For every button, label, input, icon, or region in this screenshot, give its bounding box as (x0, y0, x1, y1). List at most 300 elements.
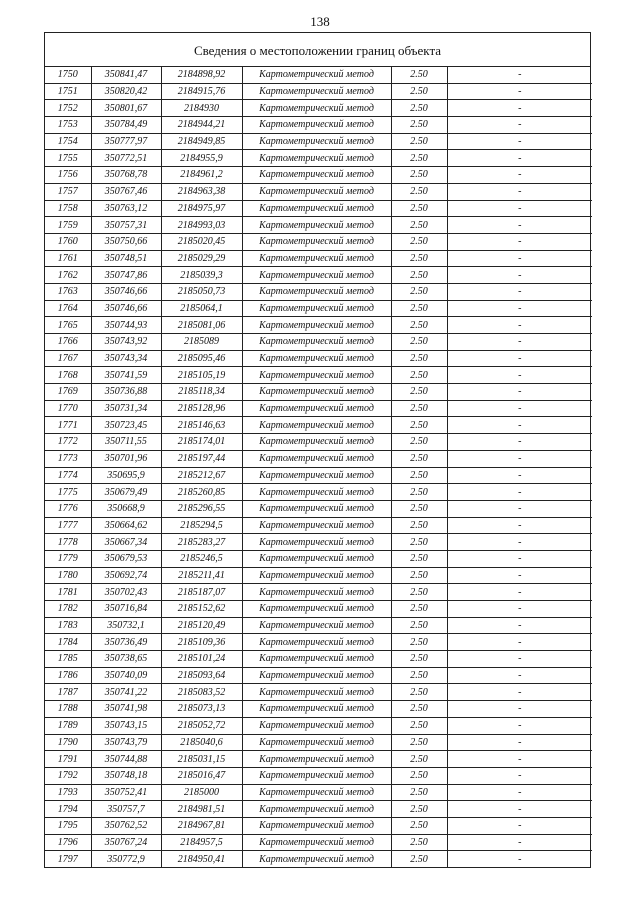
accuracy-cell: 2.50 (391, 183, 447, 200)
method-cell: Картометрический метод (242, 834, 391, 851)
description-cell: - (447, 350, 592, 367)
point-number-cell: 1763 (45, 283, 91, 300)
x-coordinate-cell: 350820,42 (91, 83, 161, 100)
method-cell: Картометрический метод (242, 100, 391, 117)
method-cell: Картометрический метод (242, 817, 391, 834)
accuracy-cell: 2.50 (391, 167, 447, 184)
point-number-cell: 1794 (45, 801, 91, 818)
table-row (45, 467, 592, 484)
y-coordinate-cell: 2185020,45 (161, 233, 242, 250)
description-cell: - (447, 701, 592, 718)
accuracy-cell: 2.50 (391, 701, 447, 718)
boundary-table-frame (44, 32, 591, 868)
description-cell: - (447, 467, 592, 484)
y-coordinate-cell: 2185283,27 (161, 534, 242, 551)
table-row (45, 400, 592, 417)
point-number-cell: 1761 (45, 250, 91, 267)
x-coordinate-cell: 350777,97 (91, 133, 161, 150)
x-coordinate-cell: 350743,79 (91, 734, 161, 751)
accuracy-cell: 2.50 (391, 817, 447, 834)
table-row (45, 701, 592, 718)
y-coordinate-cell: 2185093,64 (161, 667, 242, 684)
y-coordinate-cell: 2185128,96 (161, 400, 242, 417)
method-cell: Картометрический метод (242, 684, 391, 701)
accuracy-cell: 2.50 (391, 133, 447, 150)
table-row (45, 167, 592, 184)
point-number-cell: 1760 (45, 233, 91, 250)
table-row (45, 150, 592, 167)
x-coordinate-cell: 350731,34 (91, 400, 161, 417)
point-number-cell: 1781 (45, 584, 91, 601)
x-coordinate-cell: 350768,78 (91, 167, 161, 184)
x-coordinate-cell: 350748,51 (91, 250, 161, 267)
y-coordinate-cell: 2184975,97 (161, 200, 242, 217)
table-row (45, 634, 592, 651)
x-coordinate-cell: 350732,1 (91, 617, 161, 634)
x-coordinate-cell: 350741,98 (91, 701, 161, 718)
table-row (45, 817, 592, 834)
accuracy-cell: 2.50 (391, 767, 447, 784)
table-row (45, 133, 592, 150)
point-number-cell: 1778 (45, 534, 91, 551)
table-row (45, 534, 592, 551)
table-row (45, 334, 592, 351)
y-coordinate-cell: 2184967,81 (161, 817, 242, 834)
table-row (45, 801, 592, 818)
y-coordinate-cell: 2185095,46 (161, 350, 242, 367)
accuracy-cell: 2.50 (391, 233, 447, 250)
table-row (45, 851, 592, 867)
method-cell: Картометрический метод (242, 784, 391, 801)
y-coordinate-cell: 2185000 (161, 784, 242, 801)
method-cell: Картометрический метод (242, 550, 391, 567)
page-number: 138 (310, 14, 330, 29)
description-cell: - (447, 534, 592, 551)
point-number-cell: 1758 (45, 200, 91, 217)
x-coordinate-cell: 350784,49 (91, 117, 161, 134)
method-cell: Картометрический метод (242, 450, 391, 467)
description-cell: - (447, 133, 592, 150)
table-row (45, 183, 592, 200)
accuracy-cell: 2.50 (391, 517, 447, 534)
y-coordinate-cell: 2184955,9 (161, 150, 242, 167)
table-row (45, 434, 592, 451)
y-coordinate-cell: 2184981,51 (161, 801, 242, 818)
accuracy-cell: 2.50 (391, 417, 447, 434)
point-number-cell: 1783 (45, 617, 91, 634)
table-row (45, 233, 592, 250)
method-cell: Картометрический метод (242, 283, 391, 300)
y-coordinate-cell: 2185296,55 (161, 500, 242, 517)
description-cell: - (447, 801, 592, 818)
accuracy-cell: 2.50 (391, 584, 447, 601)
x-coordinate-cell: 350841,47 (91, 67, 161, 83)
table-row (45, 384, 592, 401)
table-row (45, 667, 592, 684)
method-cell: Картометрический метод (242, 350, 391, 367)
x-coordinate-cell: 350744,88 (91, 751, 161, 768)
x-coordinate-cell: 350723,45 (91, 417, 161, 434)
x-coordinate-cell: 350679,53 (91, 550, 161, 567)
description-cell: - (447, 117, 592, 134)
accuracy-cell: 2.50 (391, 734, 447, 751)
point-number-cell: 1770 (45, 400, 91, 417)
point-number-cell: 1769 (45, 384, 91, 401)
accuracy-cell: 2.50 (391, 350, 447, 367)
accuracy-cell: 2.50 (391, 100, 447, 117)
method-cell: Картометрический метод (242, 150, 391, 167)
method-cell: Картометрический метод (242, 384, 391, 401)
x-coordinate-cell: 350701,96 (91, 450, 161, 467)
description-cell: - (447, 67, 592, 83)
x-coordinate-cell: 350743,92 (91, 334, 161, 351)
x-coordinate-cell: 350757,31 (91, 217, 161, 234)
table-row (45, 567, 592, 584)
table-row (45, 767, 592, 784)
point-number-cell: 1762 (45, 267, 91, 284)
point-number-cell: 1796 (45, 834, 91, 851)
y-coordinate-cell: 2185105,19 (161, 367, 242, 384)
description-cell: - (447, 517, 592, 534)
table-row (45, 684, 592, 701)
point-number-cell: 1776 (45, 500, 91, 517)
point-number-cell: 1774 (45, 467, 91, 484)
y-coordinate-cell: 2185073,13 (161, 701, 242, 718)
x-coordinate-cell: 350746,66 (91, 283, 161, 300)
description-cell: - (447, 183, 592, 200)
method-cell: Картометрический метод (242, 267, 391, 284)
table-row (45, 450, 592, 467)
table-row (45, 67, 592, 83)
accuracy-cell: 2.50 (391, 484, 447, 501)
description-cell: - (447, 851, 592, 867)
method-cell: Картометрический метод (242, 117, 391, 134)
y-coordinate-cell: 2184898,92 (161, 67, 242, 83)
boundary-coordinates-table (45, 67, 592, 867)
method-cell: Картометрический метод (242, 400, 391, 417)
description-cell: - (447, 384, 592, 401)
table-row (45, 83, 592, 100)
accuracy-cell: 2.50 (391, 717, 447, 734)
y-coordinate-cell: 2185064,1 (161, 300, 242, 317)
description-cell: - (447, 667, 592, 684)
accuracy-cell: 2.50 (391, 684, 447, 701)
accuracy-cell: 2.50 (391, 150, 447, 167)
x-coordinate-cell: 350741,22 (91, 684, 161, 701)
description-cell: - (447, 233, 592, 250)
accuracy-cell: 2.50 (391, 117, 447, 134)
x-coordinate-cell: 350743,34 (91, 350, 161, 367)
x-coordinate-cell: 350711,55 (91, 434, 161, 451)
x-coordinate-cell: 350746,66 (91, 300, 161, 317)
accuracy-cell: 2.50 (391, 367, 447, 384)
table-row (45, 283, 592, 300)
point-number-cell: 1797 (45, 851, 91, 867)
table-row (45, 717, 592, 734)
point-number-cell: 1773 (45, 450, 91, 467)
x-coordinate-cell: 350752,41 (91, 784, 161, 801)
table-row (45, 517, 592, 534)
y-coordinate-cell: 2184961,2 (161, 167, 242, 184)
description-cell: - (447, 584, 592, 601)
point-number-cell: 1755 (45, 150, 91, 167)
x-coordinate-cell: 350679,49 (91, 484, 161, 501)
table-row (45, 350, 592, 367)
x-coordinate-cell: 350667,34 (91, 534, 161, 551)
point-number-cell: 1780 (45, 567, 91, 584)
x-coordinate-cell: 350767,24 (91, 834, 161, 851)
accuracy-cell: 2.50 (391, 651, 447, 668)
point-number-cell: 1764 (45, 300, 91, 317)
x-coordinate-cell: 350762,52 (91, 817, 161, 834)
point-number-cell: 1751 (45, 83, 91, 100)
table-row (45, 300, 592, 317)
y-coordinate-cell: 2185120,49 (161, 617, 242, 634)
method-cell: Картометрический метод (242, 183, 391, 200)
accuracy-cell: 2.50 (391, 300, 447, 317)
method-cell: Картометрический метод (242, 851, 391, 867)
point-number-cell: 1785 (45, 651, 91, 668)
table-row (45, 117, 592, 134)
method-cell: Картометрический метод (242, 83, 391, 100)
method-cell: Картометрический метод (242, 500, 391, 517)
accuracy-cell: 2.50 (391, 450, 447, 467)
description-cell: - (447, 250, 592, 267)
y-coordinate-cell: 2184944,21 (161, 117, 242, 134)
method-cell: Картометрический метод (242, 534, 391, 551)
description-cell: - (447, 283, 592, 300)
y-coordinate-cell: 2185260,85 (161, 484, 242, 501)
method-cell: Картометрический метод (242, 767, 391, 784)
description-cell: - (447, 651, 592, 668)
y-coordinate-cell: 2185039,3 (161, 267, 242, 284)
table-row (45, 651, 592, 668)
y-coordinate-cell: 2185146,63 (161, 417, 242, 434)
accuracy-cell: 2.50 (391, 217, 447, 234)
accuracy-cell: 2.50 (391, 200, 447, 217)
method-cell: Картометрический метод (242, 517, 391, 534)
description-cell: - (447, 717, 592, 734)
point-number-cell: 1790 (45, 734, 91, 751)
description-cell: - (447, 434, 592, 451)
y-coordinate-cell: 2184957,5 (161, 834, 242, 851)
description-cell: - (447, 100, 592, 117)
description-cell: - (447, 784, 592, 801)
accuracy-cell: 2.50 (391, 667, 447, 684)
accuracy-cell: 2.50 (391, 784, 447, 801)
accuracy-cell: 2.50 (391, 634, 447, 651)
table-row (45, 267, 592, 284)
point-number-cell: 1795 (45, 817, 91, 834)
x-coordinate-cell: 350744,93 (91, 317, 161, 334)
accuracy-cell: 2.50 (391, 267, 447, 284)
table-row (45, 367, 592, 384)
description-cell: - (447, 300, 592, 317)
point-number-cell: 1782 (45, 601, 91, 618)
table-row (45, 317, 592, 334)
method-cell: Картометрический метод (242, 667, 391, 684)
method-cell: Картометрический метод (242, 167, 391, 184)
method-cell: Картометрический метод (242, 801, 391, 818)
description-cell: - (447, 684, 592, 701)
method-cell: Картометрический метод (242, 334, 391, 351)
accuracy-cell: 2.50 (391, 601, 447, 618)
point-number-cell: 1788 (45, 701, 91, 718)
y-coordinate-cell: 2185109,36 (161, 634, 242, 651)
accuracy-cell: 2.50 (391, 467, 447, 484)
method-cell: Картометрический метод (242, 617, 391, 634)
accuracy-cell: 2.50 (391, 434, 447, 451)
point-number-cell: 1786 (45, 667, 91, 684)
point-number-cell: 1757 (45, 183, 91, 200)
point-number-cell: 1791 (45, 751, 91, 768)
method-cell: Картометрический метод (242, 417, 391, 434)
x-coordinate-cell: 350747,86 (91, 267, 161, 284)
description-cell: - (447, 500, 592, 517)
x-coordinate-cell: 350750,66 (91, 233, 161, 250)
table-row (45, 584, 592, 601)
accuracy-cell: 2.50 (391, 801, 447, 818)
method-cell: Картометрический метод (242, 317, 391, 334)
y-coordinate-cell: 2185081,06 (161, 317, 242, 334)
accuracy-cell: 2.50 (391, 851, 447, 867)
description-cell: - (447, 567, 592, 584)
y-coordinate-cell: 2184915,76 (161, 83, 242, 100)
accuracy-cell: 2.50 (391, 317, 447, 334)
description-cell: - (447, 317, 592, 334)
y-coordinate-cell: 2185016,47 (161, 767, 242, 784)
table-row (45, 751, 592, 768)
table-row (45, 734, 592, 751)
description-cell: - (447, 400, 592, 417)
description-cell: - (447, 817, 592, 834)
description-cell: - (447, 267, 592, 284)
method-cell: Картометрический метод (242, 67, 391, 83)
accuracy-cell: 2.50 (391, 534, 447, 551)
x-coordinate-cell: 350736,49 (91, 634, 161, 651)
y-coordinate-cell: 2185246,5 (161, 550, 242, 567)
description-cell: - (447, 200, 592, 217)
y-coordinate-cell: 2185211,41 (161, 567, 242, 584)
point-number-cell: 1771 (45, 417, 91, 434)
y-coordinate-cell: 2185083,52 (161, 684, 242, 701)
y-coordinate-cell: 2185174,01 (161, 434, 242, 451)
point-number-cell: 1759 (45, 217, 91, 234)
point-number-cell: 1775 (45, 484, 91, 501)
accuracy-cell: 2.50 (391, 67, 447, 83)
y-coordinate-cell: 2185118,34 (161, 384, 242, 401)
table-row (45, 834, 592, 851)
point-number-cell: 1765 (45, 317, 91, 334)
description-cell: - (447, 617, 592, 634)
x-coordinate-cell: 350741,59 (91, 367, 161, 384)
y-coordinate-cell: 2185294,5 (161, 517, 242, 534)
x-coordinate-cell: 350664,62 (91, 517, 161, 534)
x-coordinate-cell: 350763,12 (91, 200, 161, 217)
accuracy-cell: 2.50 (391, 567, 447, 584)
description-cell: - (447, 601, 592, 618)
method-cell: Картометрический метод (242, 634, 391, 651)
point-number-cell: 1754 (45, 133, 91, 150)
method-cell: Картометрический метод (242, 133, 391, 150)
accuracy-cell: 2.50 (391, 334, 447, 351)
x-coordinate-cell: 350702,43 (91, 584, 161, 601)
y-coordinate-cell: 2185050,73 (161, 283, 242, 300)
description-cell: - (447, 450, 592, 467)
accuracy-cell: 2.50 (391, 83, 447, 100)
table-title: Сведения о местоположении границ объекта (45, 33, 590, 67)
description-cell: - (447, 83, 592, 100)
accuracy-cell: 2.50 (391, 400, 447, 417)
y-coordinate-cell: 2185052,72 (161, 717, 242, 734)
accuracy-cell: 2.50 (391, 617, 447, 634)
method-cell: Картометрический метод (242, 701, 391, 718)
x-coordinate-cell: 350743,15 (91, 717, 161, 734)
accuracy-cell: 2.50 (391, 834, 447, 851)
point-number-cell: 1750 (45, 67, 91, 83)
x-coordinate-cell: 350757,7 (91, 801, 161, 818)
description-cell: - (447, 634, 592, 651)
point-number-cell: 1777 (45, 517, 91, 534)
point-number-cell: 1766 (45, 334, 91, 351)
point-number-cell: 1787 (45, 684, 91, 701)
method-cell: Картометрический метод (242, 233, 391, 250)
point-number-cell: 1756 (45, 167, 91, 184)
description-cell: - (447, 367, 592, 384)
y-coordinate-cell: 2184949,85 (161, 133, 242, 150)
table-row (45, 250, 592, 267)
x-coordinate-cell: 350692,74 (91, 567, 161, 584)
table-row (45, 484, 592, 501)
point-number-cell: 1779 (45, 550, 91, 567)
point-number-cell: 1784 (45, 634, 91, 651)
method-cell: Картометрический метод (242, 434, 391, 451)
method-cell: Картометрический метод (242, 467, 391, 484)
accuracy-cell: 2.50 (391, 250, 447, 267)
description-cell: - (447, 550, 592, 567)
x-coordinate-cell: 350748,18 (91, 767, 161, 784)
table-row (45, 784, 592, 801)
x-coordinate-cell: 350716,84 (91, 601, 161, 618)
x-coordinate-cell: 350738,65 (91, 651, 161, 668)
table-row (45, 617, 592, 634)
table-row (45, 200, 592, 217)
description-cell: - (447, 417, 592, 434)
point-number-cell: 1789 (45, 717, 91, 734)
table-row (45, 100, 592, 117)
x-coordinate-cell: 350772,9 (91, 851, 161, 867)
x-coordinate-cell: 350695,9 (91, 467, 161, 484)
y-coordinate-cell: 2185040,6 (161, 734, 242, 751)
method-cell: Картометрический метод (242, 200, 391, 217)
description-cell: - (447, 334, 592, 351)
method-cell: Картометрический метод (242, 751, 391, 768)
y-coordinate-cell: 2184930 (161, 100, 242, 117)
description-cell: - (447, 751, 592, 768)
point-number-cell: 1793 (45, 784, 91, 801)
table-row (45, 601, 592, 618)
description-cell: - (447, 217, 592, 234)
method-cell: Картометрический метод (242, 484, 391, 501)
method-cell: Картометрический метод (242, 217, 391, 234)
method-cell: Картометрический метод (242, 651, 391, 668)
y-coordinate-cell: 2185187,07 (161, 584, 242, 601)
method-cell: Картометрический метод (242, 601, 391, 618)
method-cell: Картометрический метод (242, 717, 391, 734)
description-cell: - (447, 167, 592, 184)
y-coordinate-cell: 2184950,41 (161, 851, 242, 867)
y-coordinate-cell: 2185031,15 (161, 751, 242, 768)
